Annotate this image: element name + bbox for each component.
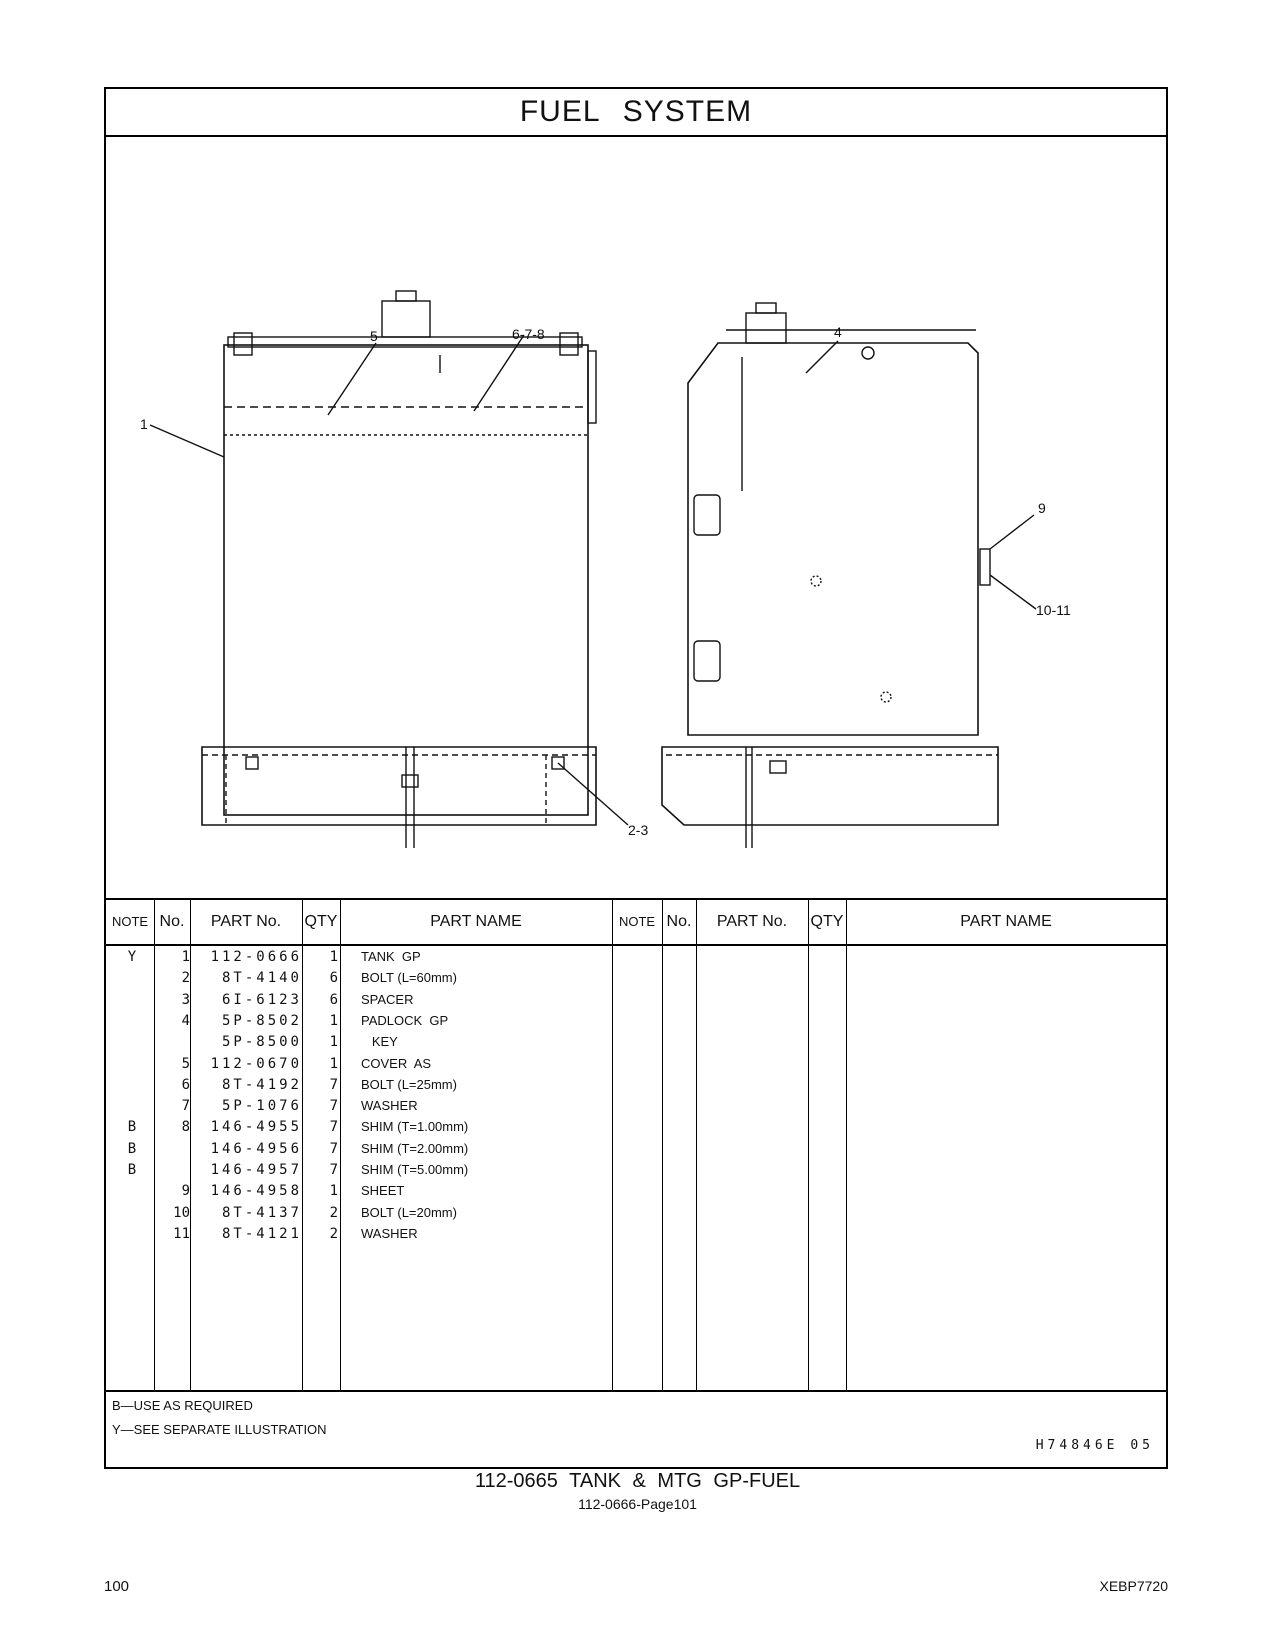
header-partno-left: PART No. (210, 913, 282, 930)
header-note-right: NOTE (618, 914, 656, 929)
fuel-tank-illustration (106, 135, 1166, 898)
cell-part-name: SHIM (T=1.00mm) (361, 1119, 469, 1135)
table-row (106, 967, 1166, 989)
callout-5: 5 (370, 328, 378, 344)
cell-part-no: 112-0670 (210, 1055, 302, 1072)
parts-page-frame (104, 87, 1168, 1469)
cell-part-name: SHIM (T=2.00mm) (361, 1140, 469, 1156)
table-row (106, 989, 1166, 1011)
cell-no: 5 (181, 1055, 190, 1072)
cell-part-name: BOLT (L=20mm) (361, 1204, 457, 1220)
header-partno-right: PART No. (716, 913, 788, 930)
table-row (106, 1053, 1166, 1075)
cell-part-name: WASHER (361, 1225, 418, 1241)
cell-qty: 1 (329, 1055, 338, 1072)
cell-qty: 2 (329, 1225, 338, 1242)
illustration-reference: H74846E 05 (1035, 1438, 1154, 1453)
page-number: 100 (104, 1578, 130, 1595)
publication-number: XEBP7720 (1099, 1578, 1168, 1594)
cell-no: 2 (181, 970, 190, 987)
group-caption: 112-0665 TANK & MTG GP-FUEL (474, 1470, 801, 1492)
table-row (106, 1159, 1166, 1181)
cell-part-no: 146-4958 (210, 1183, 302, 1200)
cell-part-name: KEY (361, 1034, 398, 1050)
cell-qty: 7 (329, 1162, 338, 1178)
cell-part-no: 5P-1076 (221, 1098, 302, 1115)
header-partname-right: PART NAME (960, 913, 1052, 930)
table-row (106, 1010, 1166, 1032)
cell-note: B (127, 1140, 137, 1157)
table-row (106, 1223, 1166, 1245)
cell-part-no: 146-4955 (210, 1119, 302, 1136)
cell-qty: 1 (329, 1012, 338, 1029)
header-no-left: No. (159, 913, 185, 930)
cell-qty: 7 (329, 1098, 338, 1115)
cell-no: 6 (181, 1076, 190, 1093)
cell-note: B (127, 1119, 137, 1136)
cell-part-name: WASHER (361, 1098, 418, 1114)
cell-no: 9 (181, 1183, 190, 1200)
group-subcaption: 112-0666-Page101 (578, 1496, 697, 1512)
cell-qty: 1 (329, 1183, 338, 1200)
cell-part-no: 146-4956 (210, 1140, 302, 1157)
cell-part-name: BOLT (L=60mm) (361, 970, 457, 986)
header-partname-left: PART NAME (430, 913, 522, 930)
cell-no: 7 (181, 1098, 190, 1115)
cell-qty: 7 (329, 1140, 338, 1157)
cell-qty: 7 (329, 1119, 338, 1136)
cell-part-no: 5P-8500 (221, 1034, 302, 1051)
cell-part-name: SHEET (361, 1183, 405, 1199)
cell-qty: 2 (329, 1204, 338, 1221)
table-row (106, 1202, 1166, 1224)
table-row (106, 946, 1166, 968)
cell-no: 3 (181, 991, 190, 1008)
table-row (106, 1180, 1166, 1202)
cell-note: B (127, 1162, 137, 1178)
cell-no: 1 (181, 949, 190, 965)
table-row (106, 1095, 1166, 1117)
header-qty-right: QTY (810, 913, 844, 930)
cell-part-no: 8T-4192 (221, 1076, 302, 1093)
cell-no: 8 (181, 1119, 190, 1136)
cell-qty: 1 (329, 949, 338, 965)
cell-note: Y (127, 949, 137, 965)
header-note-left: NOTE (111, 914, 149, 929)
cell-no: 11 (173, 1225, 190, 1242)
callout-9: 9 (1038, 500, 1046, 516)
callout-1: 1 (140, 416, 148, 432)
note-b: B—USE AS REQUIRED (112, 1398, 253, 1413)
parts-table (106, 898, 1166, 1392)
table-row (106, 1031, 1166, 1053)
callout-4: 4 (834, 324, 842, 340)
callout-10-11: 10-11 (1036, 602, 1071, 618)
cell-part-name: PADLOCK GP (361, 1012, 449, 1028)
notes-section (106, 1390, 1166, 1469)
cell-part-no: 112-0666 (210, 949, 302, 965)
cell-part-name: COVER AS (361, 1055, 432, 1071)
cell-part-no: 146-4957 (210, 1162, 302, 1178)
header-no-right: No. (666, 913, 692, 930)
callout-6-7-8: 6-7-8 (512, 326, 545, 342)
table-header (106, 900, 1166, 946)
cell-part-name: SHIM (T=5.00mm) (361, 1162, 469, 1177)
cell-part-name: TANK GP (361, 949, 421, 964)
table-row (106, 1074, 1166, 1096)
cell-part-no: 8T-4137 (221, 1204, 302, 1221)
cell-qty: 1 (329, 1034, 338, 1051)
cell-part-no: 8T-4140 (221, 970, 302, 987)
callout-2-3: 2-3 (628, 822, 649, 838)
cell-part-name: SPACER (361, 991, 414, 1007)
section-title: FUEL SYSTEM (106, 89, 1166, 137)
cell-part-no: 6I-6123 (221, 991, 302, 1008)
table-row (106, 1138, 1166, 1160)
cell-part-no: 8T-4121 (221, 1225, 302, 1242)
cell-no: 4 (181, 1012, 190, 1029)
note-y: Y—SEE SEPARATE ILLUSTRATION (112, 1422, 327, 1437)
cell-no: 10 (173, 1204, 190, 1221)
cell-qty: 6 (329, 970, 338, 987)
cell-part-name: BOLT (L=25mm) (361, 1076, 457, 1092)
table-row (106, 1116, 1166, 1138)
cell-part-no: 5P-8502 (221, 1012, 302, 1029)
cell-qty: 7 (329, 1076, 338, 1093)
header-qty-left: QTY (304, 913, 338, 930)
cell-qty: 6 (329, 991, 338, 1008)
